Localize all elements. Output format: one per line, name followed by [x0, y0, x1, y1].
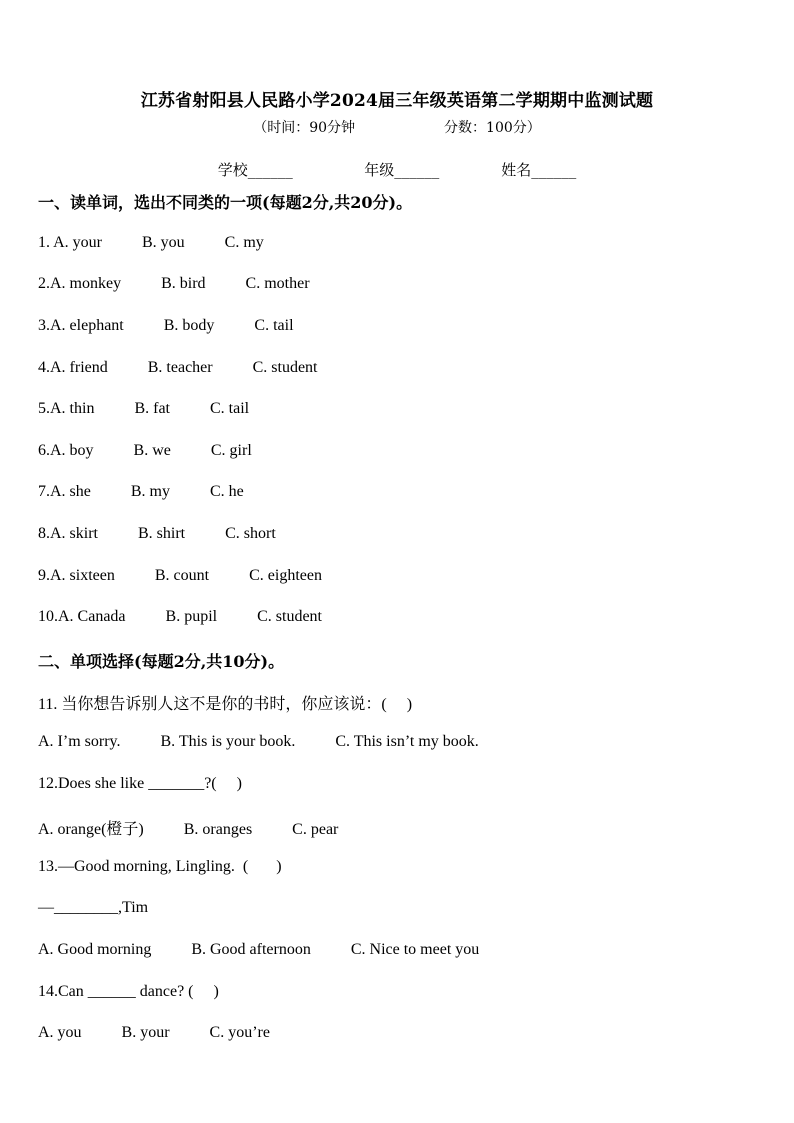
question-8: 8.A. skirt B. shirt C. short	[38, 525, 276, 542]
question-2: 2.A. monkey B. bird C. mother	[38, 275, 310, 292]
question-9: 9.A. sixteen B. count C. eighteen	[38, 567, 322, 584]
question-13-options: A. Good morning B. Good afternoon C. Nice to meet you	[38, 941, 480, 958]
question-14: 14.Can ______ dance? ( )	[38, 983, 219, 1000]
student-info-line: 学校______ 年级______ 姓名______	[217, 161, 577, 179]
question-14-options: A. you B. your C. you’re	[38, 1024, 270, 1041]
question-11-options: A. I’m sorry. B. This is your book. C. This isn’t my book.	[38, 733, 479, 750]
question-11: 11. 当你想告诉别人这不是你的书时，你应该说：( )	[38, 696, 413, 713]
question-7: 7.A. she B. my C. he	[38, 483, 244, 500]
question-13: 13.—Good morning, Lingling. ( )	[38, 858, 282, 875]
section-heading-2: 二、单项选择(每题2分,共10分)。	[38, 652, 285, 671]
question-6: 6.A. boy B. we C. girl	[38, 442, 252, 459]
question-12-options: A. orange(橙子) B. oranges C. pear	[38, 821, 339, 838]
question-3: 3.A. elephant B. body C. tail	[38, 317, 294, 334]
section-heading-1: 一、读单词，选出不同类的一项(每题2分,共20分)。	[38, 193, 413, 212]
question-5: 5.A. thin B. fat C. tail	[38, 400, 250, 417]
question-10: 10.A. Canada B. pupil C. student	[38, 608, 322, 625]
page-title: 江苏省射阳县人民路小学2024届三年级英语第二学期期中监测试题	[140, 91, 654, 111]
question-13-reply: —________,Tim	[38, 899, 149, 916]
exam-subtitle: （时间：90分钟 分数：100分）	[253, 120, 541, 136]
question-1: 1. A. your B. you C. my	[38, 234, 264, 251]
question-4: 4.A. friend B. teacher C. student	[38, 359, 318, 376]
question-12: 12.Does she like _______?( )	[38, 775, 242, 792]
